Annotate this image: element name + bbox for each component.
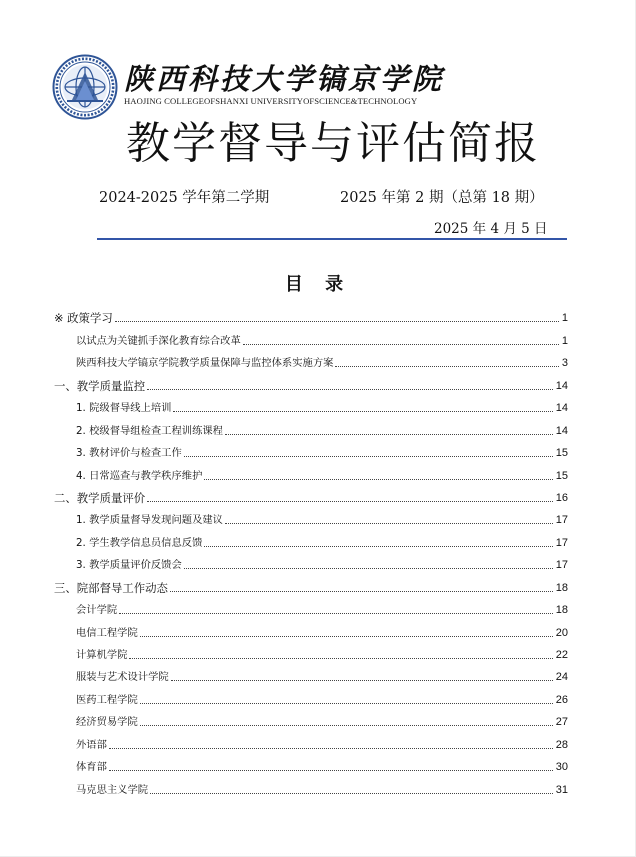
toc-entry-label: 计算机学院 [76, 649, 128, 661]
header-divider [97, 238, 567, 240]
toc-entry[interactable] [0, 415, 636, 437]
toc-entry[interactable] [0, 617, 636, 639]
toc-entry-label: 经济贸易学院 [76, 716, 138, 729]
toc-entry[interactable] [0, 774, 636, 796]
dot-leader [140, 703, 553, 704]
toc-entry[interactable] [0, 729, 636, 751]
dot-leader [170, 591, 553, 592]
issue-number: 2025 年第 2 期（总第 18 期） [340, 190, 544, 206]
toc-entry-label: 电信工程学院 [76, 626, 138, 639]
toc-page-number: 26 [555, 693, 568, 706]
toc-entry[interactable] [0, 640, 636, 662]
dot-leader [204, 479, 552, 480]
toc-entry-label: 二、教学质量评价 [54, 490, 146, 505]
dot-leader [115, 321, 559, 322]
dot-leader [140, 725, 553, 726]
toc-entry-label: 4. 日常巡查与教学秩序维护 [76, 469, 203, 482]
dot-leader [243, 344, 559, 345]
toc-page-number: 14 [555, 379, 568, 392]
toc-page-number: 18 [555, 581, 568, 594]
toc-entry-label: 服装与艺术设计学院 [76, 671, 169, 684]
toc-entry[interactable] [0, 393, 636, 415]
toc-entry-label: 1. 教学质量督导发现问题及建议 [76, 514, 223, 527]
toc-page-number: 1 [561, 334, 568, 347]
toc-entry[interactable] [0, 483, 636, 505]
toc-page-number: 30 [555, 761, 568, 774]
dot-leader [335, 366, 558, 367]
toc-page-number: 14 [555, 402, 568, 415]
toc-page-number: 28 [555, 738, 568, 751]
toc-page-number: 15 [555, 447, 568, 460]
dot-leader [171, 680, 553, 681]
toc-entry[interactable] [0, 752, 636, 774]
dot-leader [184, 456, 553, 457]
dot-leader [109, 770, 553, 771]
toc-entry[interactable] [0, 370, 636, 392]
toc-page-number: 20 [555, 626, 568, 639]
toc-page-number: 14 [555, 424, 568, 437]
toc-page-number: 18 [555, 604, 568, 617]
toc-entry[interactable] [0, 595, 636, 617]
toc-page-number: 16 [555, 491, 568, 504]
toc-entry-label: 一、教学质量监控 [54, 378, 146, 393]
toc-entry[interactable] [0, 460, 636, 482]
toc-entry-label: 以试点为关键抓手深化教育综合改革 [76, 334, 241, 347]
bulletin-title: 教学督导与评估简报 [126, 118, 540, 169]
toc-entry[interactable] [0, 572, 636, 594]
school-name-english: HAOJING COLLEGEOFSHANXI UNIVERSITYOFSCIENCE&TECHNOLOGY [124, 96, 418, 106]
toc-page-number: 22 [555, 649, 568, 661]
dot-leader [129, 658, 552, 659]
toc-entry-label: 外语部 [76, 738, 107, 751]
toc-entry[interactable] [0, 438, 636, 460]
toc-entry-label: ※ 政策学习 [54, 311, 113, 326]
toc-page-number: 17 [555, 559, 568, 572]
dot-leader [225, 523, 553, 524]
toc-entry[interactable] [0, 662, 636, 684]
semester-label: 2024-2025 学年第二学期 [99, 190, 270, 206]
toc-entry[interactable] [0, 684, 636, 706]
toc-page-number: 3 [561, 357, 568, 370]
toc-entry-label: 2. 校级督导组检查工程训练课程 [76, 424, 223, 437]
dot-leader [173, 411, 552, 412]
toc-entry[interactable] [0, 505, 636, 527]
toc-entry-label: 体育部 [76, 761, 107, 774]
college-emblem-icon [52, 54, 118, 120]
dot-leader [147, 389, 553, 390]
toc-entry[interactable] [0, 550, 636, 572]
toc-page-number: 1 [561, 312, 568, 325]
toc-entry[interactable] [0, 527, 636, 549]
toc-entry-label: 2. 学生教学信息员信息反馈 [76, 536, 203, 549]
toc-entry-label: 医药工程学院 [76, 693, 138, 706]
toc-entry-label: 马克思主义学院 [76, 783, 149, 796]
toc-entry-label: 3. 教学质量评价反馈会 [76, 559, 182, 572]
toc-entry-label: 会计学院 [76, 604, 118, 617]
toc-entry[interactable] [0, 707, 636, 729]
dot-leader [119, 613, 553, 614]
toc-page-number: 24 [555, 671, 568, 684]
dot-leader [184, 568, 553, 569]
toc-entry-label: 3. 教材评价与检查工作 [76, 447, 182, 460]
dot-leader [147, 501, 553, 502]
dot-leader [225, 434, 553, 435]
toc-entry[interactable] [0, 325, 636, 347]
table-of-contents [0, 303, 636, 797]
toc-page-number: 17 [555, 514, 568, 527]
dot-leader [204, 546, 552, 547]
school-name-chinese: 陕西科技大学镐京学院 [124, 62, 445, 96]
publish-date: 2025 年 4 月 5 日 [434, 221, 548, 237]
dot-leader [109, 748, 553, 749]
toc-page-number: 27 [555, 716, 568, 729]
toc-entry[interactable] [0, 303, 636, 325]
toc-page-number: 31 [555, 783, 568, 796]
toc-entry[interactable] [0, 348, 636, 370]
toc-page-number: 17 [555, 536, 568, 549]
toc-entry-label: 1. 院级督导线上培训 [76, 402, 172, 415]
dot-leader [140, 636, 553, 637]
toc-entry-label: 三、院部督导工作动态 [54, 580, 168, 595]
toc-page-number: 15 [555, 469, 568, 482]
toc-title: 目 录 [284, 274, 352, 295]
dot-leader [150, 793, 553, 794]
toc-entry-label: 陕西科技大学镐京学院教学质量保障与监控体系实施方案 [76, 357, 334, 370]
